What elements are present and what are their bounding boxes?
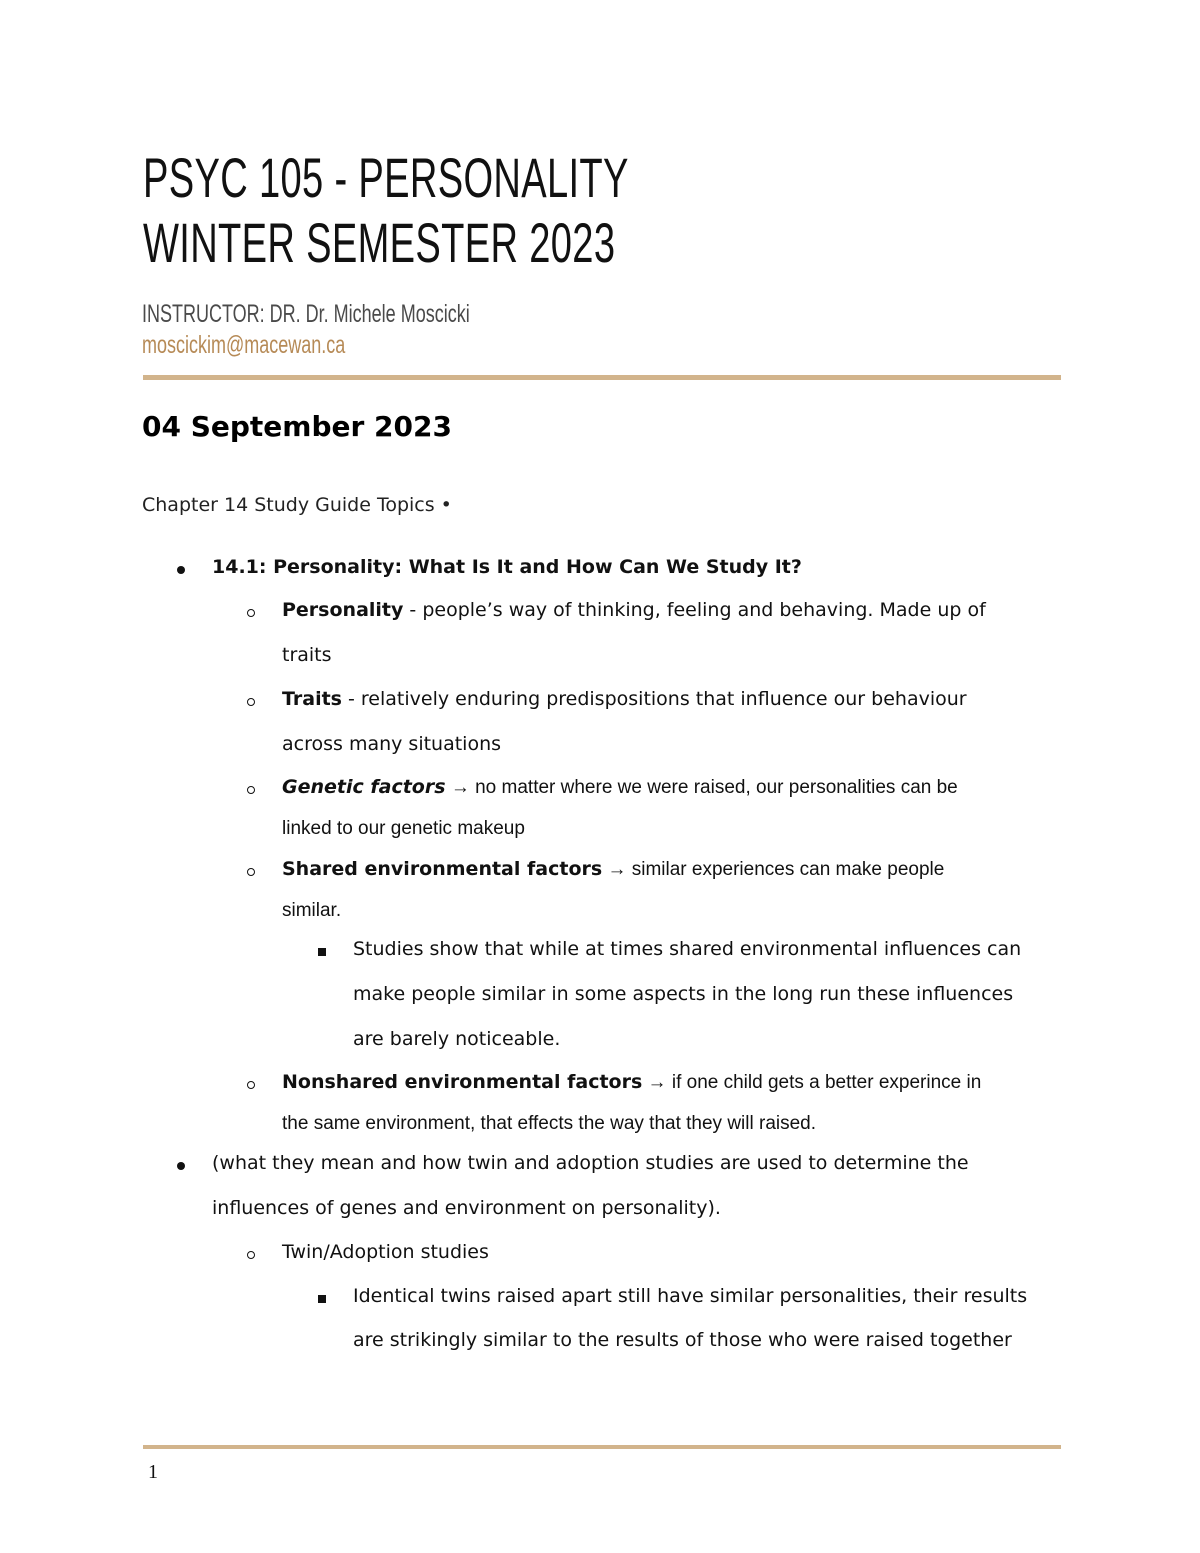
item-genetic-cont: linked to our genetic makeup [282, 818, 525, 839]
section2-line1: (what they mean and how twin and adoption studies are used to determine the [212, 1152, 969, 1174]
bullet-dot-icon [177, 1162, 185, 1170]
shared-sub-line2: make people similar in some aspects in the long run these influences [353, 983, 1014, 1005]
course-title: PSYC 105 - PERSONALITY [143, 146, 629, 209]
bullet-circle-icon [247, 698, 255, 706]
page-number: 1 [148, 1461, 158, 1483]
bullet-circle-icon [247, 786, 255, 794]
instructor-email[interactable]: moscickim@macewan.ca [142, 331, 346, 359]
section1-title: 14.1: Personality: What Is It and How Can We Study It? [212, 556, 802, 578]
footer-divider [143, 1445, 1061, 1449]
item-personality-cont: traits [282, 644, 332, 666]
header-divider [143, 375, 1061, 380]
shared-sub-line3: are barely noticeable. [353, 1028, 561, 1050]
chapter-line: Chapter 14 Study Guide Topics • [142, 494, 452, 516]
item-shared: Shared environmental factors → similar experiences can make people [282, 858, 945, 880]
item-nonshared-cont: the same environment, that effects the way that they will raised. [282, 1113, 817, 1134]
bullet-circle-icon [247, 1081, 255, 1089]
bullet-square-icon [318, 948, 326, 956]
shared-sub-line1: Studies show that while at times shared environmental influences can [353, 938, 1022, 960]
bullet-circle-icon [247, 609, 255, 617]
date-heading: 04 September 2023 [142, 410, 452, 443]
bullet-dot-icon [177, 566, 185, 574]
semester-title: WINTER SEMESTER 2023 [143, 211, 616, 274]
section2-line2: influences of genes and environment on personality). [212, 1197, 721, 1219]
twin-sub-line1: Identical twins raised apart still have similar personalities, their results [353, 1285, 1028, 1307]
bullet-circle-icon [247, 1251, 255, 1259]
bullet-circle-icon [247, 868, 255, 876]
bullet-square-icon [318, 1295, 326, 1303]
twin-sub-line2: are strikingly similar to the results of those who were raised together [353, 1329, 1012, 1351]
instructor-line: INSTRUCTOR: DR. Dr. Michele Moscicki [142, 300, 470, 328]
item-traits: Traits - relatively enduring predispositions that influence our behaviour [282, 688, 967, 710]
item-twin-studies: Twin/Adoption studies [282, 1241, 489, 1263]
item-nonshared: Nonshared environmental factors → if one child gets a better experince in [282, 1071, 982, 1093]
item-genetic: Genetic factors → no matter where we were raised, our personalities can be [282, 776, 958, 798]
item-personality: Personality - people’s way of thinking, feeling and behaving. Made up of [282, 599, 986, 621]
item-shared-cont: similar. [282, 900, 342, 921]
item-traits-cont: across many situations [282, 733, 502, 755]
